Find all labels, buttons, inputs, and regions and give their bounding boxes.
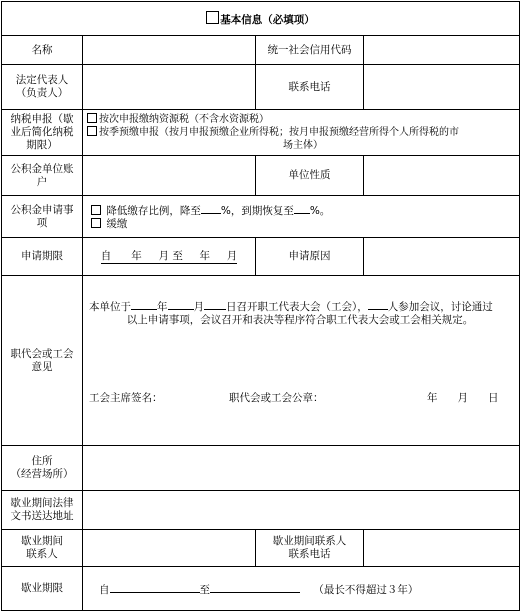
tax-options [83,110,520,156]
address-field[interactable] [83,446,520,491]
phone-label: 联系电话 [256,65,364,110]
checkbox-icon[interactable] [87,126,97,136]
congress-opinion [83,276,520,446]
fund-request-label: 公积金申请事 项 [2,196,83,238]
legal-doc-address-field[interactable] [83,491,520,530]
basic-info-table [1,1,520,611]
fund-request-options [83,196,520,238]
section-title: 基本信息（必填项） [2,2,520,36]
unit-nature-field[interactable] [364,156,520,196]
restore-rate-blank[interactable] [294,202,310,214]
period-label: 申请期限 [2,238,83,276]
checkbox-icon[interactable] [87,113,97,123]
contact-phone-field[interactable] [364,530,520,567]
closure-period-label: 歇业期限 [2,567,83,611]
phone-field[interactable] [364,65,520,110]
sign-day: 日 [488,392,499,404]
reduce-rate-blank[interactable] [201,202,221,214]
reason-label: 申请原因 [256,238,364,276]
congress-statement-cont: 以上申请事项，会议召开和表决等程序符合职工代表大会或工会相关规定。 [126,314,474,326]
tax-option-quarterly-cont: 场主体） [283,140,323,151]
fund-option-defer[interactable]: 缓缴 [91,218,519,231]
contact-label: 歇业期间 联系人 [2,530,83,567]
checkbox-icon[interactable] [91,218,101,228]
fund-option-reduce[interactable]: 降低缴存比例，降至 %，到期恢复至 %。 [91,202,519,218]
name-field[interactable] [83,36,256,65]
contact-field[interactable] [83,530,256,567]
seal-label: 职代会或工会公章： [229,392,324,404]
reason-field[interactable] [364,238,520,276]
fund-account-label: 公积金单位账 户 [2,156,83,196]
tax-option-quarterly[interactable]: 按季预缴申报（按月申报预缴企业所得税；按月申报预缴经营所得个人所得税的市 [87,126,519,139]
unit-nature-label: 单位性质 [256,156,364,196]
signature-row [83,392,519,405]
tax-option-per-time[interactable]: 按次申报缴纳资源税（不含水资源税） [87,113,519,126]
chair-signature-label: 工会主席签名： [89,392,163,404]
address-label: 住所 （经营场所） [2,446,83,491]
sign-year: 年 [427,392,438,404]
meeting-year-blank[interactable] [131,298,157,310]
closure-start-blank[interactable] [110,581,200,593]
congress-statement: 本单位于 年 月 日召开职工代表大会（工会）， 人参加会议，讨论通过 [83,298,519,314]
congress-label: 职代会或工会 意见 [2,276,83,446]
attendee-count-blank[interactable] [368,298,388,310]
closure-note: （最长不得超过３年） [313,583,419,596]
legal-rep-field[interactable] [83,65,256,110]
meeting-month-blank[interactable] [168,298,194,310]
contact-phone-label: 歇业期间联系人 联系电话 [256,530,364,567]
sign-month: 月 [457,392,468,404]
closure-period-field: 自 至 （最长不得超过３年） [83,567,520,611]
closure-end-blank[interactable] [210,581,300,593]
checkbox-icon [206,11,219,24]
legal-rep-label: 法定代表人 （负责人） [2,65,83,110]
checkbox-icon[interactable] [91,205,101,215]
period-field[interactable]: 自 年 月 至 年 月 [83,238,256,276]
credit-code-label: 统一社会信用代码 [256,36,364,65]
legal-doc-label: 歇业期间法律 文书送达地址 [2,491,83,530]
tax-label: 纳税申报（歇 业后简化纳税 期限） [2,110,83,156]
credit-code-field[interactable] [364,36,520,65]
name-label: 名称 [2,36,83,65]
fund-account-field[interactable] [83,156,256,196]
meeting-day-blank[interactable] [204,298,226,310]
